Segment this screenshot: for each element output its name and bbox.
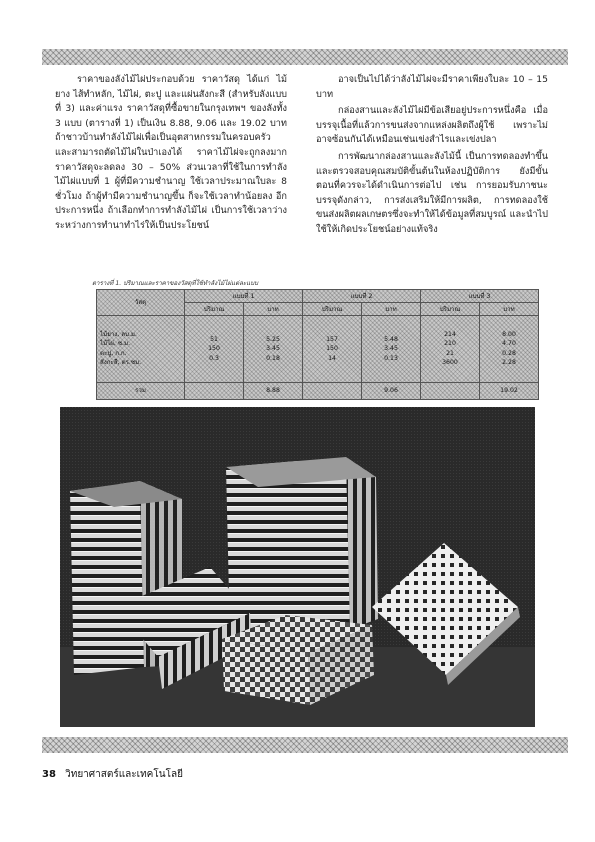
header-band: [42, 49, 568, 65]
column-header-type-3: แบบที่ 3: [421, 290, 539, 303]
column-header-quantity: ปริมาณ: [421, 302, 480, 315]
table-cell: 8.88: [244, 382, 303, 399]
column-header-quantity: ปริมาณ: [185, 302, 244, 315]
table-caption: ตารางที่ 1. ปริมาณและราคาของวัสดุที่ใช้ทำลังไม้ไผ่แต่ละแบบ: [92, 280, 259, 287]
table-cell-items: ไม้ยาง, ลบ.ม. ไม้ไผ่, ซ.ม. ตะปู, ก.ก. สังกะสี, ตร.ซม.: [97, 315, 185, 382]
materials-cost-table: [96, 289, 539, 400]
running-footer: วิทยาศาสตร์และเทคโนโลยี: [65, 769, 183, 780]
table-total-row: [97, 382, 539, 399]
column-header-quantity: ปริมาณ: [303, 302, 362, 315]
page-number: 38: [42, 769, 56, 780]
table-cell: 51 150 0.3: [185, 315, 244, 382]
column-header-item: วัสดุ: [97, 290, 185, 316]
page-footer: [42, 767, 183, 782]
paragraph: อาจเป็นไปได้ว่าลังไม้ไผ่จะมีราคาเพียงใบละ 10 – 15 บาท: [316, 74, 548, 100]
table-total-label: รวม: [97, 382, 185, 399]
table-cell: [303, 382, 362, 399]
table-cell: [185, 382, 244, 399]
column-header-baht: บาท: [244, 302, 303, 315]
paragraph: กล่องสานและลังไม้ไผ่มีข้อเสียอยู่ประการหนึ่งคือ เมื่อบรรจุเนื้อที่แล้วการขนส่งจากแหล่งผลิตถึงผู้ใช้ เพราะไม่อาจซ้อนกันได้เหมือนเช่นเข่งสำไรและเข่งปลา: [316, 105, 548, 146]
column-header-type-1: แบบที่ 1: [185, 290, 303, 303]
table-cell: 5.48 3.45 0.13: [362, 315, 421, 382]
table-row: [97, 315, 539, 382]
table-cell: 5.25 3.45 0.18: [244, 315, 303, 382]
column-header-baht: บาท: [480, 302, 539, 315]
footer-band: [42, 737, 568, 753]
table-cell: 9.06: [362, 382, 421, 399]
paragraph: ราคาของลังไม้ไผ่ประกอบด้วย ราคาวัสดุ ได้แก่ ไม้ยาง ไส้ทำหลัก, ไม้ไผ่, ตะปู และแผ่นสังกะสี (สำหรับลังแบบที่ 3) และค่าแรง ราคาวัสดุที่ซื้อขายในกรุงเทพฯ ของลังทั้ง 3 แบบ (ตารางที่ 1) เป็นเงิน 8.88, 9.06 และ 19.02 บาท ถ้าชาวบ้านทำลังไม้ไผ่เพื่อเป็นอุตสาหกรรมในครอบครัว และสามารถตัดไม้ไผ่ในป่าเองได้ ราคาไม้ไผ่จะถูกลงมาก ราคาวัสดุจะลดลง 30 – 50% ส่วนเวลาที่ใช้ในการทำลังไม้ไผ่แบบที่ 1 ผู้ที่มีความชำนาญ ใช้เวลาประมาณใบละ 8 ชั่วโมง ถ้าผู้ทำมีความชำนาญขึ้น ก็จะใช้เวลาทำน้อยลง อีกประการหนึ่ง ถ้าเลือกทำการทำลังไม้ไผ่ เป็นการใช้เวลาว่างระหว่างการทำนาทำไร่ให้เป็นประโยชน์: [55, 74, 287, 231]
body-column-right: [316, 73, 548, 238]
table-cell: 214 210 21 3600: [421, 315, 480, 382]
table-cell: 19.02: [480, 382, 539, 399]
table-cell: 157 150 14: [303, 315, 362, 382]
table-cell: 8.00 4.70 0.28 2.28: [480, 315, 539, 382]
table-header-row: [97, 290, 539, 303]
column-header-type-2: แบบที่ 2: [303, 290, 421, 303]
woven-bamboo-crates-photo: [60, 407, 535, 727]
body-column-left: [55, 73, 287, 234]
paragraph: การพัฒนากล่องสานและลังไม้นี้ เป็นการทดลองทำขึ้นและตรวจสอบคุณสมบัติขั้นต้นในห้องปฏิบัติการ ยังมีขั้นตอนที่ควรจะได้ดำเนินการต่อไป เช่น การยอมรับภาชนะบรรจุดังกล่าว, การส่งเสริมให้มีการผลิต, การทดลองใช้ขนส่งผลิตผลเกษตรซึ่งจะทำให้ได้ข้อมูลที่สมบูรณ์ และนำไปใช้ให้เกิดประโยชน์อย่างแท้จริง: [316, 150, 548, 235]
column-header-baht: บาท: [362, 302, 421, 315]
table-cell: [421, 382, 480, 399]
